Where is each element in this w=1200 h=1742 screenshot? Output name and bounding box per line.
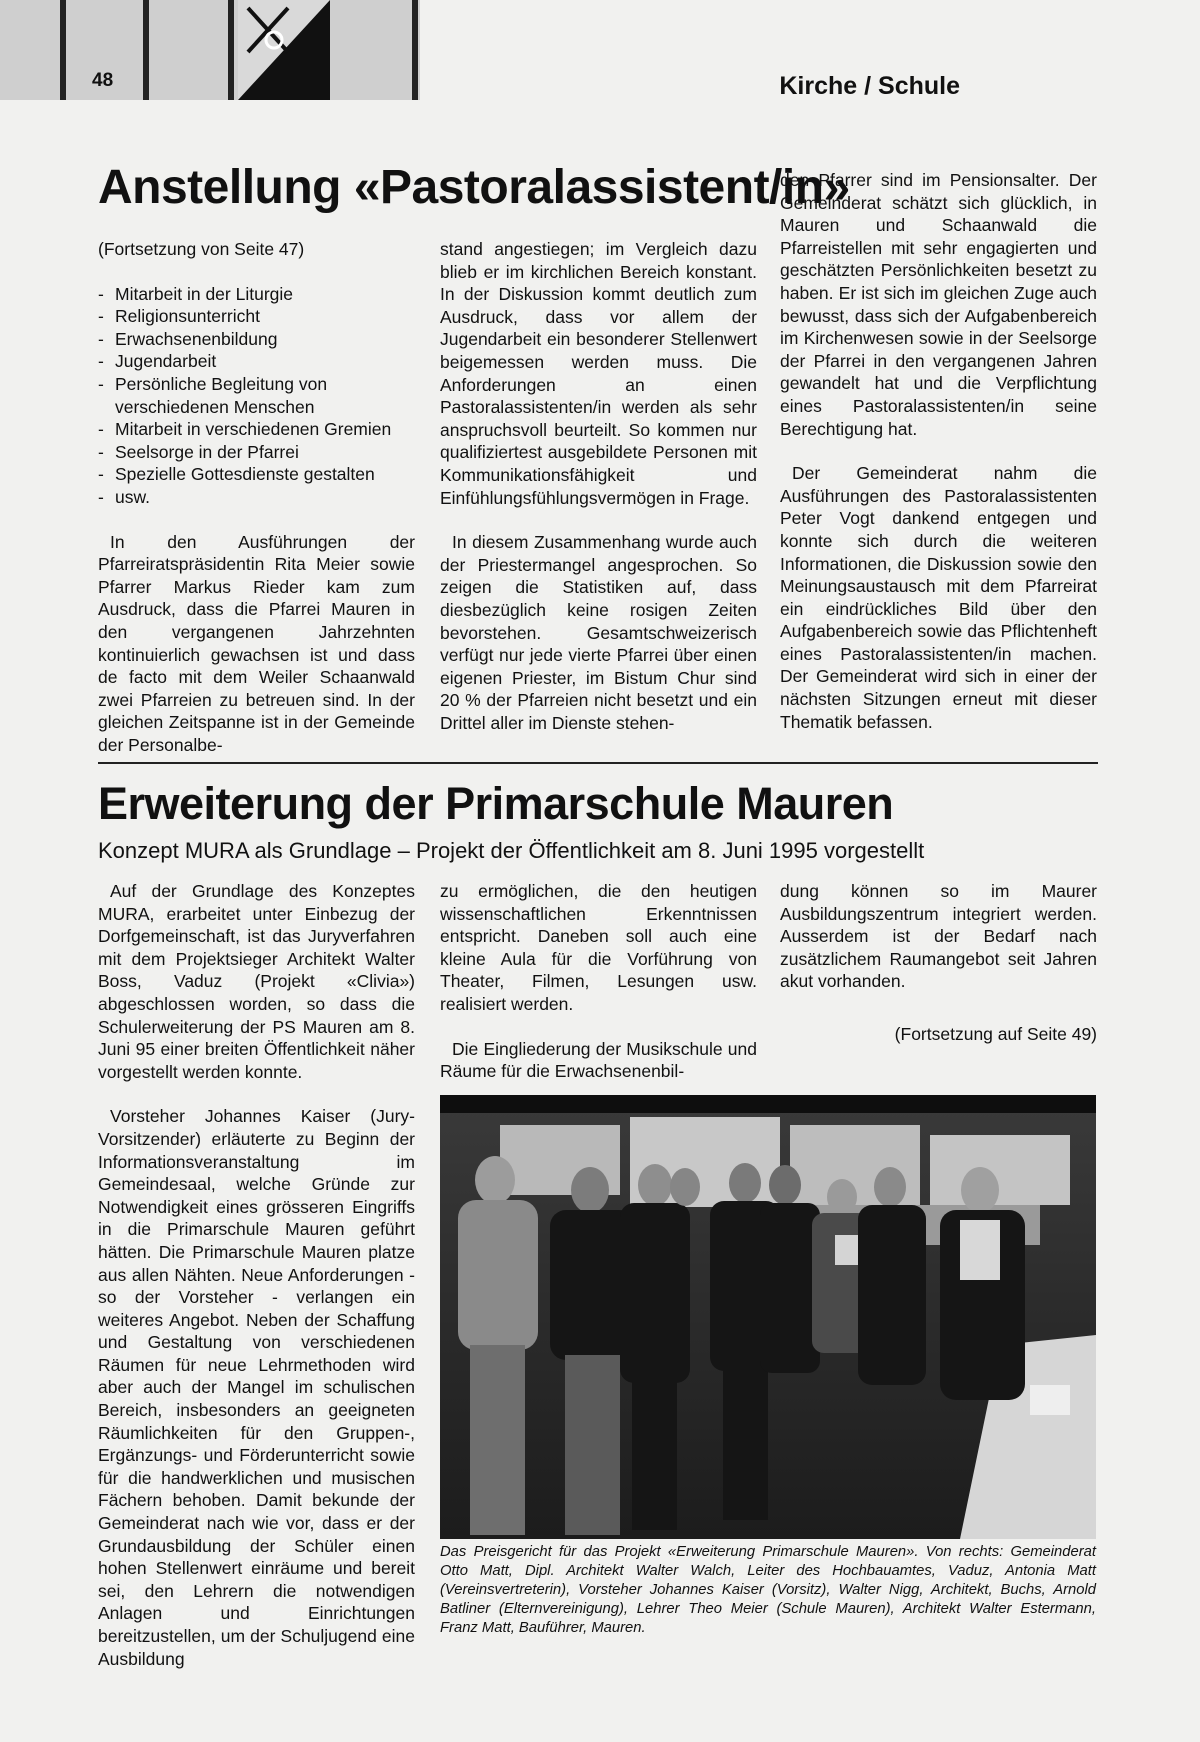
divider [98,762,1098,764]
article1-column-3 [780,169,1097,733]
list-item: - Seelsorge in der Pfarrei [98,441,415,464]
list-item: - Jugendarbeit [98,350,415,373]
article2-column-1 [98,880,415,1670]
paragraph: In diesem Zusammenhang wurde auch der Priestermangel angesprochen. So zeigen die Statistiken auf, dass diesbezüglich keine rosigen Zeiten bevorstehen. Gesamtschweizerisch verfügt nur jede vierte Pfarrei über einen eigenen Priester, im Bistum Chur sind 20 % der Pfarreien nicht besetzt und ein Drittel aller im Dienste stehen- [440,532,757,733]
article2-column-2 [440,880,757,1083]
header-band [0,0,420,100]
paragraph: stand angestiegen; im Vergleich dazu blieb er im kirchlichen Bereich konstant. In der Diskussion kommt deutlich zum Ausdruck, dass vor allem der Jugendarbeit ein besonderer Stellenwert beigemessen werden muss. Die Anforderungen an einen Pastoralassistenten/in werden als sehr anspruchsvoll beurteilt. So kommen nur qualifiziertest ausgebildete Personen mit Kommunikationsfähigkeit und Einfühlungsfühlungsvermögen in Frage. [440,239,757,508]
header-stripe [412,0,418,100]
paragraph: dung können so im Maurer Ausbildungszentrum integriert werden. Ausserdem ist der Bedarf nach zusätzlichem Raumangebot seit Jahren akut vorhanden. [780,881,1097,992]
article2-column-3 [780,880,1097,1046]
header-stripe [60,0,66,100]
coat-of-arms-icon [238,0,330,100]
article-subtitle: Konzept MURA als Grundlage – Projekt der Öffentlichkeit am 8. Juni 1995 vorgestellt [98,838,925,863]
header-stripe [143,0,149,100]
list-item: - usw. [98,486,415,509]
paragraph: Auf der Grundlage des Konzeptes MURA, erarbeitet unter Einbezug der Dorfgemeinschaft, ist das Juryverfahren mit dem Projektsieger Architekt Walter Boss, Vaduz (Projekt «Clivia») abgeschlossen worden, so dass die Schulerweiterung der PS Mauren am 8. Juni 95 einer breiten Öffentlichkeit näher vorgestellt werden konnte. [98,881,415,1082]
task-list [98,283,415,509]
article1-column-2 [440,238,757,734]
continuation-note: (Fortsetzung von Seite 47) [98,239,305,259]
page-number: 48 [92,70,114,91]
list-item: - Spezielle Gottesdienste gestalten [98,463,415,486]
paragraph: In den Ausführungen der Pfarreiratspräsidentin Rita Meier sowie Pfarrer Markus Rieder kam zum Ausdruck, dass die Pfarrei Mauren in den vergangenen Jahrzehnten kontinuierlich gewachsen ist und dass de facto mit dem Weiler Schaanwald zwei Pfarreien zu betreuen sind. In der gleichen Zeitspanne ist in der Gemeinde der Personalbe- [98,531,415,755]
list-item: - Erwachsenenbildung [98,328,415,351]
article-title: Anstellung «Pastoralassistent/in» [98,161,850,214]
list-item: - Religionsunterricht [98,305,415,328]
list-item: - Mitarbeit in verschiedenen Gremien [98,418,415,441]
list-item: - Persönliche Begleitung von verschiedenen Menschen [98,373,415,418]
group-photo-image [440,1095,1096,1539]
paragraph: zu ermöglichen, die den heutigen wissenschaftlichen Erkenntnissen entspricht. Daneben soll auch eine kleine Aula für die Vorführung von Theater, Filmen, Lesungen usw. realisiert werden. [440,881,757,1014]
paragraph: den Pfarrer sind im Pensionsalter. Der Gemeinderat schätzt sich glücklich, in Mauren und Schaanwald die Pfarreistellen mit sehr engagierten und geschätzten Persönlichkeiten besetzt zu haben. Er ist sich im gleichen Zuge auch bewusst, dass sich der Aufgabenbereich im Kirchenwesen sowie in der Seelsorge der Pfarrei in den vergangenen Jahren gewandelt hat und die Verpflichtung eines Pastoralassistenten/in seine Berechtigung hat. [780,170,1097,439]
paragraph: Vorsteher Johannes Kaiser (Jury-Vorsitzender) erläuterte zu Beginn der Informationsveranstaltung im Gemeindesaal, welche Gründe zur Notwendigkeit eines grösseren Eingriffs in die Primarschule Mauren geführt hätten. Die Primarschule Mauren platze aus allen Nähten. Neue Anforderungen - so der Vorsteher - verlangen ein weiteres Angebot. Neben der Schaffung und Gestaltung von verschiedenen Räumen für neue Lehrmethoden wird aber auch der Mangel im schulischen Bereich, insbesonders an geeigneten Räumlichkeiten für den Gruppen-, Ergänzungs- und Förderunterricht sowie für die handwerklichen und musischen Fächern behoben. Damit bekunde der Gemeinderat nach wie vor, dass er der Grundausbildung der Schüler einen hohen Stellenwert einräume und bereit sei, den Lehrern die notwendigen Anlagen und Einrichtungen bereitzustellen, um der Schuljugend eine Ausbildung [98,1106,415,1669]
list-item: - Mitarbeit in der Liturgie [98,283,415,306]
article1-column-1 [98,238,415,756]
section-title: Kirche / Schule [779,72,960,100]
header-stripe [228,0,234,100]
continued-note: (Fortsetzung auf Seite 49) [894,1023,1097,1044]
article-title: Erweiterung der Primarschule Mauren [98,778,894,829]
paragraph: Die Eingliederung der Musikschule und Räume für die Erwachsenenbil- [440,1038,757,1082]
photo-caption: Das Preisgericht für das Projekt «Erweiterung Primarschule Mauren». Von rechts: Gemeinderat Otto Matt, Dipl. Architekt Walter Walch, Leiter des Hochbauamtes, Vaduz, Antonia Matt (Vereinsvertreterin), Vorsteher Johannes Kaiser (Vorsitz), Walter Nigg, Architekt, Buchs, Arnold Batliner (Elternvereinigung), Lehrer Theo Meier (Schule Mauren), Architekt Walter Estermann, Franz Matt, Bauführer, Mauren. [440,1544,1096,1636]
paragraph: Der Gemeinderat nahm die Ausführungen des Pastoralassistenten Peter Vogt dankend entgegen und konnte sich durch die weiteren Informationen, die Diskussion sowie den Meinungsaustausch mit dem Pfarreirat ein eindrückliches Bild über den Aufgabenbereich sowie das Pflichtenheft eines Pastoralassistenten/in machen. Der Gemeinderat wird sich in einer der nächsten Sitzungen erneut mit dieser Thematik befassen. [780,463,1097,732]
group-photo [440,1095,1096,1539]
